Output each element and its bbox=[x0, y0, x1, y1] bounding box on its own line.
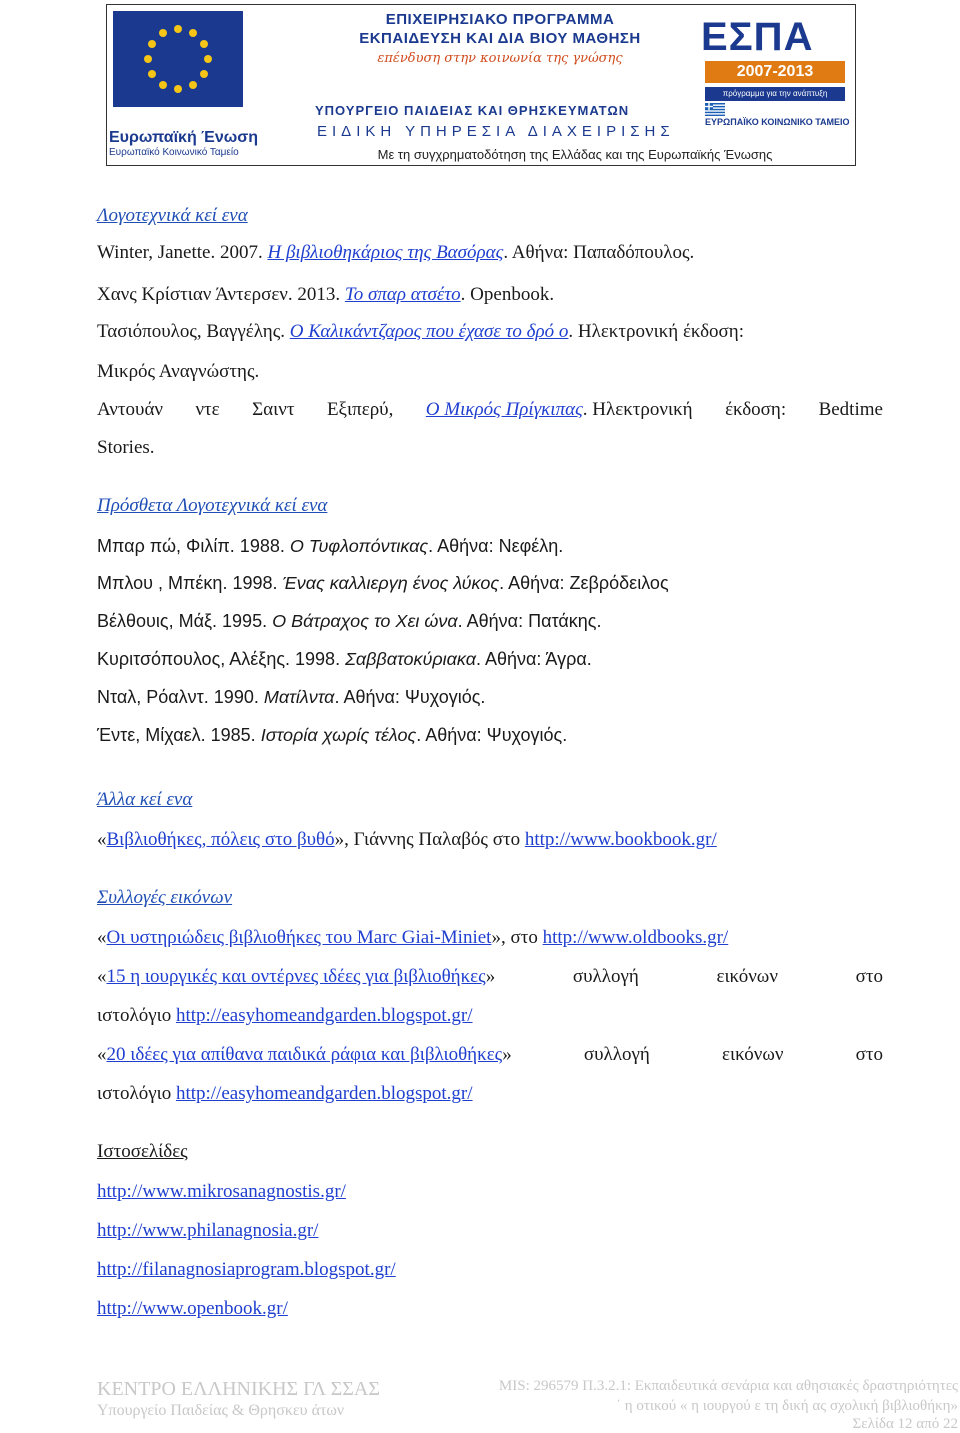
reference-entry bbox=[97, 685, 485, 709]
url-link[interactable]: http://easyhomeandgarden.blogspot.gr/ bbox=[175, 1005, 473, 1026]
url-link[interactable]: http://www.openbook.gr/ bbox=[97, 1298, 288, 1319]
url-link[interactable]: http://www.oldbooks.gr/ bbox=[542, 927, 729, 948]
espa-slogan: πρόγραμμα για την ανάπτυξη bbox=[705, 87, 845, 101]
quote-open: « bbox=[97, 927, 107, 948]
entry-publisher: . Αθήνα: Ζεβρόδειλος bbox=[499, 573, 669, 593]
entry-word: στο bbox=[855, 1044, 883, 1065]
entry-publisher: . Αθήνα: Άγρα. bbox=[475, 649, 592, 669]
entry-publisher: . Αθήνα: Πατάκης. bbox=[457, 611, 602, 631]
entry-word: συλλογή bbox=[583, 1044, 650, 1065]
entry-author: Μπαρ πώ, Φιλίπ. 1988. bbox=[97, 536, 290, 556]
entry-author: Κυριτσόπουλος, Αλέξης. 1998. bbox=[97, 649, 346, 669]
reference-entry bbox=[97, 320, 744, 344]
section-heading-images bbox=[97, 886, 232, 910]
entry-title: Ιστορία χωρίς τέλος bbox=[260, 725, 417, 745]
reference-entry-continuation bbox=[97, 436, 155, 460]
eu-name: Ευρωπαϊκή Ένωση bbox=[109, 129, 258, 146]
section-heading-other bbox=[97, 788, 192, 812]
website-item bbox=[97, 1297, 288, 1321]
entry-title: Ο Βάτραχος το Χει ώνα bbox=[272, 611, 458, 631]
espa-logo bbox=[701, 15, 851, 135]
entry-author: », Γιάννης Παλαβός στο bbox=[334, 829, 525, 850]
eu-label bbox=[109, 129, 259, 158]
entry-author: Τασιόπουλος, Βαγγέλης. bbox=[97, 321, 290, 342]
entry-publisher: Μικρός Αναγνώστης. bbox=[97, 361, 260, 382]
reference-entry bbox=[97, 241, 694, 265]
quote-close: » bbox=[485, 966, 496, 987]
entry-publisher: . Openbook. bbox=[460, 284, 555, 305]
entry-title-link[interactable]: Το σπαρ ατσέτο bbox=[344, 284, 461, 305]
reference-entry bbox=[97, 828, 717, 852]
entry-publisher: . Ηλεκτρονική bbox=[582, 399, 693, 420]
op-slogan: επένδυση στην κοινωνία της γνώσης bbox=[377, 51, 623, 66]
reference-entry bbox=[97, 283, 554, 307]
reference-entry bbox=[97, 647, 592, 671]
url-link[interactable]: http://filanagnosiaprogram.blogspot.gr/ bbox=[97, 1259, 396, 1280]
heading-text: Λογοτεχνικά κεί ενα bbox=[97, 205, 248, 226]
entry-publisher: . Αθήνα: Παπαδόπουλος. bbox=[503, 242, 695, 263]
espa-fund: ΕΥΡΩΠΑΪΚΟ ΚΟΙΝΩΝΙΚΟ ΤΑΜΕΙΟ bbox=[705, 117, 850, 127]
article-link[interactable]: Βιβλιοθήκες, πόλεις στο βυθό bbox=[106, 829, 335, 850]
header-banner bbox=[106, 4, 856, 166]
entry-publisher: . Αθήνα: Ψυχογιός. bbox=[334, 687, 486, 707]
entry-author: Έντε, Μίχαελ. 1985. bbox=[97, 725, 261, 745]
operational-programme-logo bbox=[315, 11, 685, 67]
url-link[interactable]: http://www.mikrosanagnostis.gr/ bbox=[97, 1181, 346, 1202]
website-item bbox=[97, 1219, 318, 1243]
entry-publisher: . Ηλεκτρονική έκδοση: bbox=[568, 321, 745, 342]
url-link[interactable]: http://www.philanagnosia.gr/ bbox=[97, 1220, 319, 1241]
entry-publisher-word: έκδοση: bbox=[725, 399, 787, 420]
entry-author: Μπλου , Μπέκη. 1998. bbox=[97, 573, 283, 593]
eu-fund-name: Ευρωπαϊκό Κοινωνικό Ταμείο bbox=[109, 147, 239, 158]
website-item bbox=[97, 1258, 396, 1282]
entry-title: Ένας καλλιεργη ένος λύκος bbox=[282, 573, 500, 593]
entry-publisher: . Αθήνα: Ψυχογιός. bbox=[416, 725, 568, 745]
espa-years: 2007-2013 bbox=[705, 61, 845, 83]
footer-project-subtitle: ΄ η οτικού « η ιουργού ε τη δική ας σχολική βιβλιοθήκη» bbox=[616, 1398, 958, 1414]
entry-publisher-word: Bedtime bbox=[818, 399, 883, 420]
quote-open: « bbox=[97, 1044, 107, 1065]
entry-author-word: Εξιπερύ, bbox=[326, 399, 394, 420]
entry-word: στο bbox=[855, 966, 883, 987]
entry-title: Σαββατοκύριακα bbox=[345, 649, 476, 669]
heading-text: Συλλογές εικόνων bbox=[97, 887, 233, 908]
section-heading-extra bbox=[97, 494, 327, 518]
footer-ministry: Υπουργείο Παιδείας & Θρησκευ άτων bbox=[97, 1402, 345, 1419]
entry-author-word: Σαιντ bbox=[252, 399, 295, 420]
page-number: Σελίδα 12 από 22 bbox=[852, 1416, 958, 1432]
espa-title: ΕΣΠΑ bbox=[701, 15, 814, 59]
reference-entry bbox=[97, 723, 567, 747]
entry-word: συλλογή bbox=[572, 966, 639, 987]
footer-project: MIS: 296579 Π.3.2.1: Εκπαιδευτικά σενάρια και αθησιακές δραστηριότητες bbox=[498, 1378, 958, 1394]
heading-text: Ιστοσελίδες bbox=[97, 1141, 188, 1162]
footer-organization: ΚΕΝΤΡΟ ΕΛΛΗΝΙΚΗΣ ΓΛ ΣΣΑΣ bbox=[97, 1378, 380, 1400]
reference-entry-continuation bbox=[97, 360, 259, 384]
entry-author-word: ντε bbox=[195, 399, 220, 420]
reference-entry bbox=[97, 534, 563, 558]
reference-entry bbox=[97, 965, 883, 989]
quote-close: » bbox=[502, 1044, 512, 1065]
op-title-line1: ΕΠΙΧΕΙΡΗΣΙΑΚΟ ΠΡΟΓΡΑΜΜΑ bbox=[385, 11, 615, 28]
entry-author: Νταλ, Ρόαλντ. 1990. bbox=[97, 687, 264, 707]
entry-title-link[interactable]: Ο Μικρός Πρίγκιπας bbox=[425, 399, 583, 420]
reference-entry bbox=[97, 398, 883, 422]
cofunding-note: Με τη συγχρηματοδότηση της Ελλάδας και της Ευρωπαϊκής Ένωσης bbox=[377, 147, 773, 162]
article-link[interactable]: Οι υστηριώδεις βιβλιοθήκες του Marc Giai-Miniet bbox=[106, 927, 492, 948]
reference-entry bbox=[97, 926, 728, 950]
reference-entry bbox=[97, 571, 669, 595]
entry-author: Winter, Janette. 2007. bbox=[97, 242, 268, 263]
heading-text: Πρόσθετα Λογοτεχνικά κεί ενα bbox=[97, 495, 328, 516]
entry-title-link[interactable]: Ο Καλικάντζαρος που έχασε το δρό ο bbox=[289, 321, 569, 342]
article-link[interactable]: 20 ιδέες για απίθανα παιδικά ράφια και βιβλιοθήκες bbox=[106, 1044, 503, 1065]
ministry-name: ΥΠΟΥΡΓΕΙΟ ΠΑΙΔΕΙΑΣ ΚΑΙ ΘΡΗΣΚΕΥΜΑΤΩΝ bbox=[315, 103, 630, 118]
op-title-line2: ΕΚΠΑΙΔΕΥΣΗ ΚΑΙ ΔΙΑ ΒΙΟΥ ΜΑΘΗΣΗ bbox=[359, 30, 641, 47]
entry-publisher: . Αθήνα: Νεφέλη. bbox=[428, 536, 564, 556]
website-item bbox=[97, 1180, 346, 1204]
managing-authority-name: ΕΙΔΙΚΗ ΥΠΗΡΕΣΙΑ ΔΙΑΧΕΙΡΙΣΗΣ bbox=[317, 123, 675, 140]
entry-title-link[interactable]: Η βιβλιοθηκάριος της Βασόρας bbox=[267, 242, 504, 263]
entry-publisher: Stories. bbox=[97, 437, 155, 458]
heading-text: Άλλα κεί ενα bbox=[97, 789, 193, 810]
greek-flag-icon bbox=[705, 103, 725, 116]
section-heading-websites bbox=[97, 1140, 188, 1164]
reference-entry bbox=[97, 609, 601, 633]
reference-entry-continuation bbox=[97, 1082, 473, 1106]
quote-open: « bbox=[97, 966, 107, 987]
entry-title: Ο Τυφλοπόντικας bbox=[289, 536, 429, 556]
entry-author-word: Αντουάν bbox=[97, 399, 163, 420]
entry-text: ιστολόγιο bbox=[97, 1005, 176, 1026]
entry-text: », στο bbox=[491, 927, 543, 948]
reference-entry bbox=[97, 1043, 883, 1067]
url-link[interactable]: http://www.bookbook.gr/ bbox=[524, 829, 717, 850]
quote-open: « bbox=[97, 829, 107, 850]
reference-entry-continuation bbox=[97, 1004, 473, 1028]
entry-text: ιστολόγιο bbox=[97, 1083, 176, 1104]
entry-word: εικόνων bbox=[716, 966, 778, 987]
entry-author: Χανς Κρίστιαν Άντερσεν. 2013. bbox=[97, 284, 345, 305]
entry-author: Βέλθουις, Μάξ. 1995. bbox=[97, 611, 273, 631]
article-link[interactable]: 15 η ιουργικές και οντέρνες ιδέες για βιβλιοθήκες bbox=[106, 966, 486, 987]
entry-title: Ματίλντα bbox=[263, 687, 335, 707]
eu-flag-icon bbox=[113, 11, 243, 131]
url-link[interactable]: http://easyhomeandgarden.blogspot.gr/ bbox=[175, 1083, 473, 1104]
section-heading-literary bbox=[97, 204, 248, 228]
entry-word: εικόνων bbox=[721, 1044, 784, 1065]
